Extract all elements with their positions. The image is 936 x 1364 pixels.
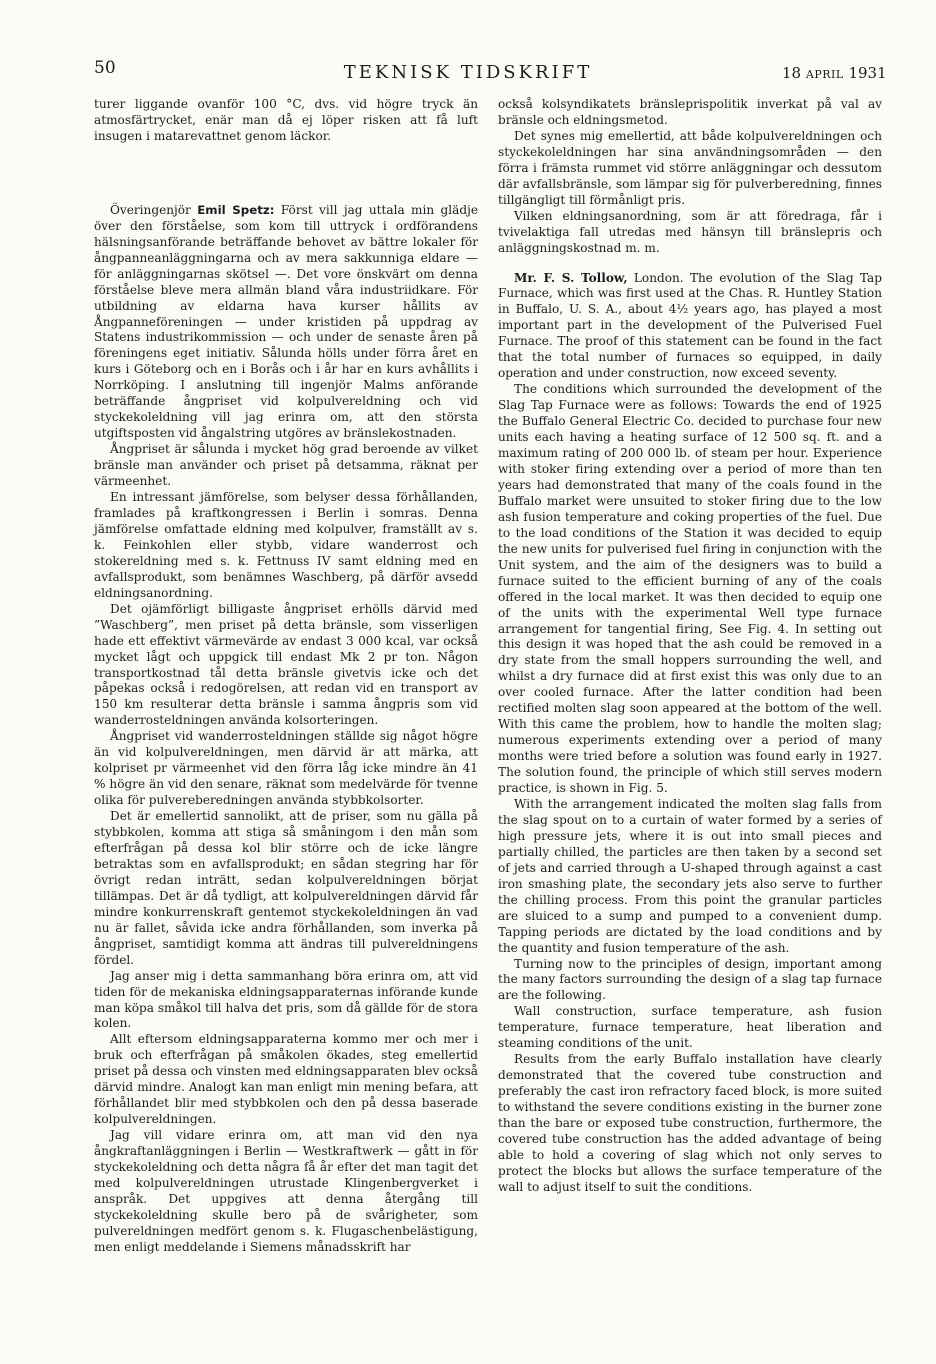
right-column xyxy=(498,97,882,1196)
paragraph: Turning now to the principles of design, important among the many factors surrounding the design of a slag tap furnace are the following. xyxy=(498,956,882,1003)
paragraph: Det ojämförligt billigaste ångpriset erhölls därvid med ”Waschberg”, men priset på detta bränsle, som visserligen hade ett effektivt värmevärde av endast 3 000 kcal, var också mycket lågt och uppgick till endast Mk 2 pr ton. Någon transportkostnad tål detta bränsle givetvis icke och det påpekas också i redogörelsen, att redan vid en transport av 150 km resulterar detta bränsle i samma ångpris som vid wanderrosteldningen använda kolsorteringen. xyxy=(94,601,478,728)
speaker-name: Emil Spetz: xyxy=(197,202,275,217)
speaker-title: Överingenjör xyxy=(110,202,198,217)
paragraph: Jag vill vidare erinra om, att man vid den nya ångkraftanläggningen i Berlin — Westkraftwerk — gått in för styckekoleldning och detta några få år efter det man tagit det med kolpulvereldningen utrustade Klingenbergverket i anspråk. Det uppgives att denna återgång till styckekoleldning skulle bero på de svårigheter, som pulvereldningen medfört genom s. k. Flugaschenbelästigung, men enligt meddelande i Siemens månadsskrift har xyxy=(94,1128,478,1254)
issue-month: APRIL xyxy=(805,68,844,81)
paragraph: Allt eftersom eldningsapparaterna kommo mer och mer i bruk och efterfrågan på småkolen ökades, steg emellertid priset på dessa och vinsten med eldningsapparaten blev också därvid mindre. Analogt kan man enligt min mening befara, att förhållandet blir med stybbkolen och den på dessa baserade kolpulvereldningen. xyxy=(94,1032,478,1127)
paragraph: Wall construction, surface temperature, ash fusion temperature, furnace temperature, heat liberation and steaming conditions of the unit. xyxy=(498,1004,882,1051)
paragraph: Vilken eldningsanordning, som är att föredraga, får i tvivelaktiga fall utredas med hänsyn till bränslepris och anläggningskostnad m. m. xyxy=(498,208,882,255)
paragraph: Jag anser mig i detta sammanhang böra erinra om, att vid tiden för de mekaniska eldningsapparaternas införande kunde man köpa småkol till halva det pris, som då gällde för de stora kolen. xyxy=(94,968,478,1031)
page-number: 50 xyxy=(94,58,116,78)
speaker-paragraph-tollow xyxy=(498,271,882,383)
speaker-paragraph-spetz xyxy=(94,203,478,442)
speaker-name: Mr. F. S. Tollow, xyxy=(514,270,628,285)
paragraph: turer liggande ovanför 100 °C, dvs. vid högre tryck än atmosfärtrycket, enär man då ej löper risken att få luft insugen i matarevattnet genom läckor. xyxy=(94,97,478,143)
issue-date xyxy=(782,64,887,82)
paragraph: Det synes mig emellertid, att både kolpulvereldningen och styckekoleldningen har sina användningsområden — den förra i främsta rummet vid större anläggningar och dessutom där avfallsbränsle, som lämpar sig för pulverberedning, finnes tillgängligt till förmånligt pris. xyxy=(498,128,882,207)
section-gap xyxy=(498,257,882,271)
paragraph: The conditions which surrounded the development of the Slag Tap Furnace were as follows: Towards the end of 1925 the Buffalo General Electric Co. decided to purchase four new units each having a heating surface of 12 500 sq. ft. and a maximum rating of 200 000 lb. of steam per hour. Experience with stoker firing extending over a period of more than ten years had demonstrated that many of the coals found in the Buffalo market were unsuited to stoker firing due to the low ash fusion temperature and coking properties of the fuel. Due to the load conditions of the Station it was decided to equip the new units for pulverised fuel firing in conjunction with the Unit system, and the aim of the designers was to build a furnace suited to the efficient burning of any of the coals offered in the local market. It was then decided to equip one of the units with the experimental Well type furnace arrangement for tangential firing, See Fig. 4. In setting out this design it was hoped that the ash could be removed in a dry state from the small hoppers surrounding the well, and whilst a dry furnace did at first exist this was only due to an over cooled furnace. After the latter condition had been rectified molten slag soon appeared at the bottom of the well. With this came the problem, how to handle the molten slag; numerous experiments extending over a period of many months were tried before a solution was found early in 1927. The solution found, the principle of which still serves modern practice, is shown in Fig. 5. xyxy=(498,382,882,796)
issue-year: 1931 xyxy=(848,64,887,82)
speaker-text: Först vill jag uttala min glädje över den förståelse, som kom till uttryck i ordförandens hälsningsanförande beträffande behovet av bättre lokaler för ångpanneanläggningarna och av mera sakkunniga eldare — för anläggningarnas skötsel —. Det vore önskvärt om denna förståelse bleve mera allmän bland våra industriidkare. För utbildning av eldarna hava kurser hållits av Ångpanneföreningen — under kristiden på uppdrag av Statens industrikommission — och under de senaste åren på föreningens eget initiativ. Sålunda hölls under förra året en kurs i Göteborg och en i Borås och i år har en kurs avhållits i Norrköping. I anslutning till ingenjör Malms anförande beträffande ångpriset vid kolpulvereldning och vid styckekoleldning vill jag erinra om, att den största utgiftsposten vid ångalstring utgöres av bränslekostnaden. xyxy=(94,202,479,441)
issue-day: 18 xyxy=(782,64,802,82)
paragraph: With the arrangement indicated the molten slag falls from the slag spout on to a curtain of water formed by a series of high pressure jets, where it is out into small pieces and partially chilled, the particles are then taken by a second set of jets and carried through a U-shaped through against a cast iron smashing plate, the secondary jets also serve to further the chilling process. From this point the granular particles are sluiced to a sump and pumped to a convenient dump. Tapping periods are dictated by the load conditions and by the quantity and fusion temperature of the ash. xyxy=(498,796,882,955)
journal-title: TEKNISK TIDSKRIFT xyxy=(343,62,593,83)
paragraph: Ångpriset är sålunda i mycket hög grad beroende av vilket bränsle man använder och priset på detsamma, räknat per värmeenhet. xyxy=(94,442,478,489)
paragraph: Results from the early Buffalo installation have clearly demonstrated that the covered tube construction and preferably the cast iron refractory faced block, is more suited to withstand the severe conditions existing in the burner zone than the bare or exposed tube construction, furthermore, the covered tube construction has the added advantage of being able to hold a covering of slag which not only serves to protect the blocks but allows the surface temperature of the wall to adjust itself to suit the conditions. xyxy=(498,1052,882,1194)
left-column xyxy=(94,97,478,1256)
page-header xyxy=(0,58,936,88)
paragraph: Ångpriset vid wanderrosteldningen ställde sig något högre än vid kolpulvereldningen, men därvid är att märka, att kolpriset pr värmeenhet vid den förra låg icke mindre än 41 % högre än vid den senare, räknat som medelvärde för tvenne olika för pulvereberedningen använda stybbkolsorter. xyxy=(94,729,478,808)
paragraph: En intressant jämförelse, som belyser dessa förhållanden, framlades på kraftkongressen i Berlin i somras. Denna jämförelse omfattade eldning med kolpulver, framställt av s. k. Feinkohlen eller stybb, vidare wanderrost och stokereldning med s. k. Fettnuss IV samt eldning med en avfallsprodukt, som benämnes Waschberg, på därför avsedd eldningsanordning. xyxy=(94,490,478,600)
speaker-text: London. The evolution of the Slag Tap Furnace, which was first used at the Chas. R. Huntley Station in Buffalo, U. S. A., about 4½ years ago, has played a most important part in the development of the Pulverised Fuel Furnace. The proof of this statement can be found in the fact that the total number of furnaces so equipped, in daily operation and under construction, now exceed seventy. xyxy=(498,270,882,381)
section-gap xyxy=(94,145,478,203)
paragraph: också kolsyndikatets bränsleprispolitik inverkat på val av bränsle och eldningsmetod. xyxy=(498,97,882,127)
paragraph: Det är emellertid sannolikt, att de priser, som nu gälla på stybbkolen, komma att stiga så småningom i den mån som efterfrågan på dessa kol blir större och de icke längre betraktas som en avfallsprodukt; en sådan stegring har för övrigt redan inträtt, sedan kolpulvereldningen börjat tillämpas. Det är då tydligt, att kolpulvereldningen därvid får mindre konkurrenskraft gentemot styckekoleldningen än vad nu är fallet, såvida icke andra förhållanden, som inverka på ångpriset, samtidigt komma att ändras till pulvereldningens fördel. xyxy=(94,809,478,967)
